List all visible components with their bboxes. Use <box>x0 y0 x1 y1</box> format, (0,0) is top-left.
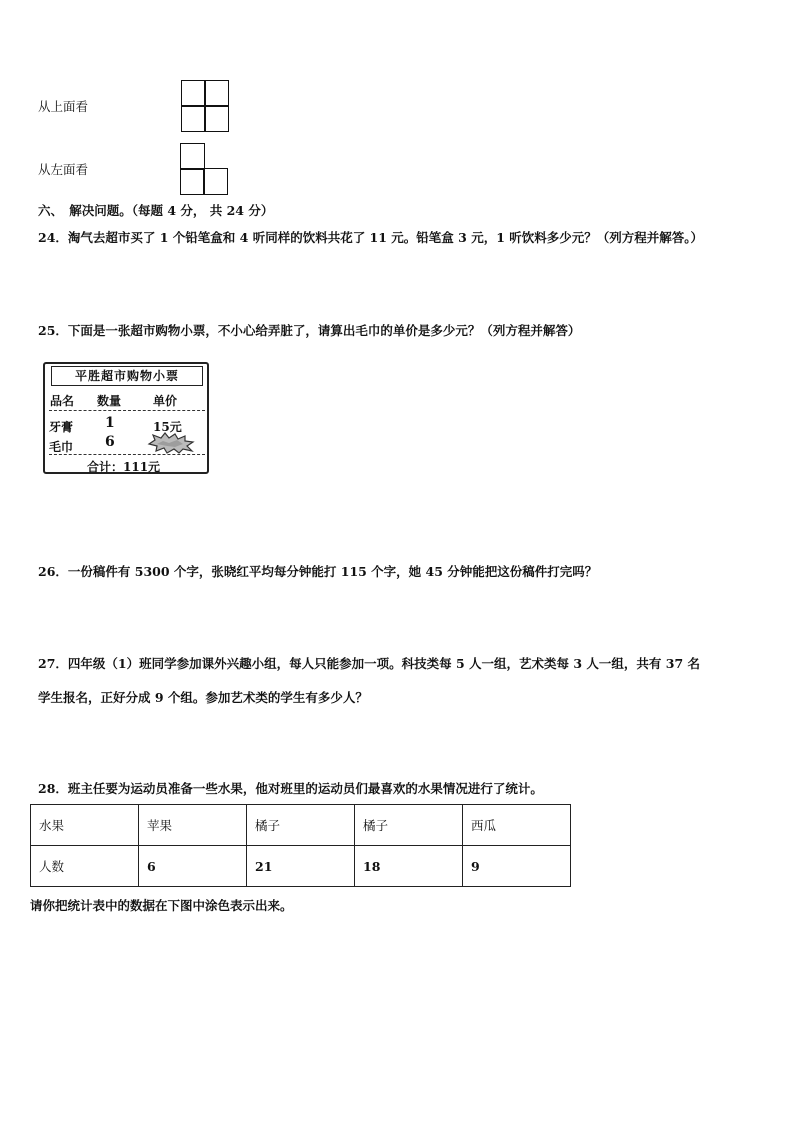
left-view-cell <box>180 168 205 195</box>
receipt-title: 平胜超市购物小票 <box>51 366 203 386</box>
question-25: 25．下面是一张超市购物小票，不小心给弄脏了，请算出毛巾的单价是多少元？（列方程并解答） <box>38 323 581 338</box>
receipt-item-name: 牙膏 <box>49 420 74 434</box>
receipt-total: 合计：111元 <box>87 460 161 474</box>
left-view-label: 从左面看 <box>38 162 89 177</box>
table-cell: 9 <box>463 846 571 887</box>
question-27-line-1: 27．四年级（1）班同学参加课外兴趣小组，每人只能参加一项。科技类每 5 人一组，艺术类每 3 人一组，共有 37 名 <box>38 656 700 671</box>
table-cell: 水果 <box>31 805 139 846</box>
receipt-item-qty: 6 <box>105 434 115 450</box>
top-view-label: 从上面看 <box>38 99 89 114</box>
table-cell: 6 <box>139 846 247 887</box>
fruit-statistics-table <box>30 804 571 887</box>
question-27-line-2: 学生报名，正好分成 9 个组。参加艺术类的学生有多少人？ <box>38 690 368 705</box>
top-view-figure <box>181 80 229 132</box>
question-28-instruction: 请你把统计表中的数据在下图中涂色表示出来。 <box>30 898 293 913</box>
top-view-cell <box>204 80 229 107</box>
shopping-receipt <box>43 362 213 476</box>
receipt-header-qty: 数量 <box>97 394 122 408</box>
stain-icon <box>147 432 195 454</box>
left-view-cell <box>203 168 228 195</box>
question-24: 24．淘气去超市买了 1 个铅笔盒和 4 听同样的饮料共花了 11 元。铅笔盒 3 元，1 听饮料多少元？（列方程并解答。） <box>38 230 703 245</box>
table-row <box>31 846 571 887</box>
receipt-header-name: 品名 <box>50 394 75 408</box>
top-view-cell <box>181 80 206 107</box>
table-cell: 18 <box>355 846 463 887</box>
table-cell: 橘子 <box>355 805 463 846</box>
receipt-item-name: 毛巾 <box>49 440 74 454</box>
receipt-item-price: 15元 <box>153 420 182 434</box>
section-heading: 六、 解决问题。（每题 4 分， 共 24 分） <box>38 203 274 218</box>
question-26: 26．一份稿件有 5300 个字，张晓红平均每分钟能打 115 个字，她 45 分钟能把这份稿件打完吗？ <box>38 564 598 579</box>
table-cell: 21 <box>247 846 355 887</box>
table-cell: 橘子 <box>247 805 355 846</box>
top-view-cell <box>204 105 229 132</box>
table-cell: 人数 <box>31 846 139 887</box>
left-view-cell <box>180 143 205 170</box>
left-view-figure <box>180 143 228 195</box>
receipt-header-price: 单价 <box>153 394 178 408</box>
question-28: 28．班主任要为运动员准备一些水果，他对班里的运动员们最喜欢的水果情况进行了统计。 <box>38 781 543 796</box>
table-cell: 苹果 <box>139 805 247 846</box>
receipt-divider <box>49 454 205 455</box>
table-cell: 西瓜 <box>463 805 571 846</box>
table-row <box>31 805 571 846</box>
top-view-cell <box>181 105 206 132</box>
receipt-divider <box>49 410 205 411</box>
receipt-item-qty: 1 <box>105 415 115 431</box>
